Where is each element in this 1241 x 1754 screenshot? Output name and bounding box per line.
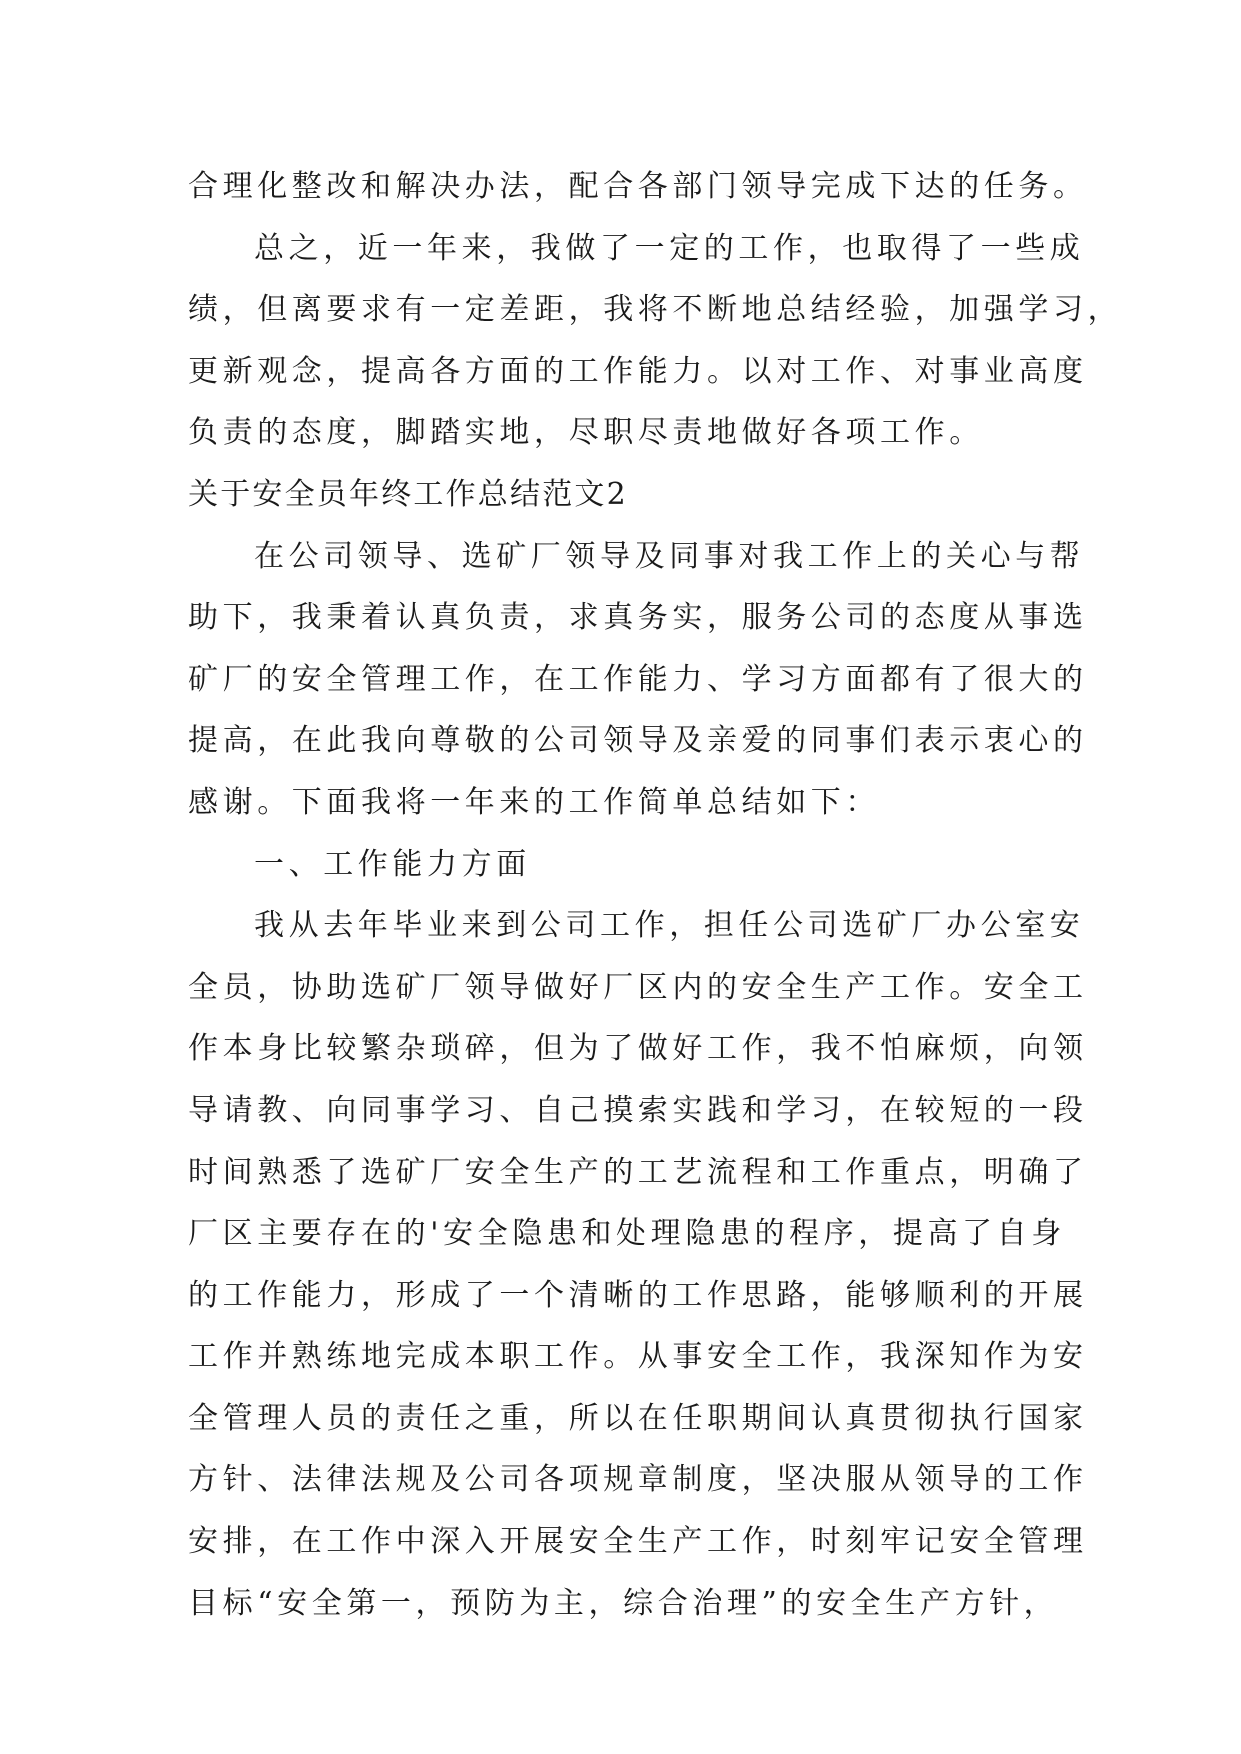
paragraph-line: 助下，我秉着认真负责，求真务实，服务公司的态度从事选: [188, 600, 1088, 636]
paragraph-line: 全管理人员的责任之重，所以在任职期间认真贯彻执行国家: [188, 1400, 1088, 1436]
paragraph-line: 导请教、向同事学习、自己摸索实践和学习，在较短的一段: [188, 1092, 1088, 1128]
paragraph-line: 工作并熟练地完成本职工作。从事安全工作，我深知作为安: [188, 1339, 1088, 1375]
paragraph-line: 在公司领导、选矿厂领导及同事对我工作上的关心与帮: [254, 538, 1085, 574]
paragraph-line: 安排，在工作中深入开展安全生产工作，时刻牢记安全管理: [188, 1524, 1088, 1560]
section-heading: 关于安全员年终工作总结范文2: [188, 476, 628, 512]
paragraph-line: 合理化整改和解决办法，配合各部门领导完成下达的任务。: [188, 169, 1088, 204]
document-body: [188, 156, 1123, 1634]
paragraph-line: 一、工作能力方面: [254, 846, 531, 882]
paragraph-line: 绩，但离要求有一定差距，我将不断地总结经验，加强学习，: [188, 292, 1123, 328]
paragraph-line: 的工作能力，形成了一个清晰的工作思路，能够顺利的开展: [188, 1277, 1088, 1313]
paragraph-line: 感谢。下面我将一年来的工作简单总结如下：: [188, 784, 880, 820]
paragraph-line: 方针、法律法规及公司各项规章制度，坚决服从领导的工作: [188, 1462, 1088, 1498]
paragraph-line: 作本身比较繁杂琐碎，但为了做好工作，我不怕麻烦，向领: [188, 1031, 1088, 1067]
paragraph-line: 提高，在此我向尊敬的公司领导及亲爱的同事们表示衷心的: [188, 723, 1088, 759]
paragraph-line: 全员，协助选矿厂领导做好厂区内的安全生产工作。安全工: [188, 969, 1088, 1005]
paragraph-line: 目标“安全第一，预防为主，综合治理”的安全生产方针，: [188, 1585, 1059, 1621]
paragraph-line: 更新观念，提高各方面的工作能力。以对工作、对事业高度: [188, 353, 1088, 389]
paragraph-line: 负责的态度，脚踏实地，尽职尽责地做好各项工作。: [188, 415, 984, 451]
paragraph-line: 总之，近一年来，我做了一定的工作，也取得了一些成: [254, 230, 1085, 266]
paragraph-line: 我从去年毕业来到公司工作，担任公司选矿厂办公室安: [254, 908, 1085, 944]
paragraph-line: 厂区主要存在的'安全隐患和处理隐患的程序，提高了自身: [188, 1216, 1066, 1252]
paragraph-line: 时间熟悉了选矿厂安全生产的工艺流程和工作重点，明确了: [188, 1154, 1088, 1190]
paragraph-line: 矿厂的安全管理工作，在工作能力、学习方面都有了很大的: [188, 661, 1088, 697]
